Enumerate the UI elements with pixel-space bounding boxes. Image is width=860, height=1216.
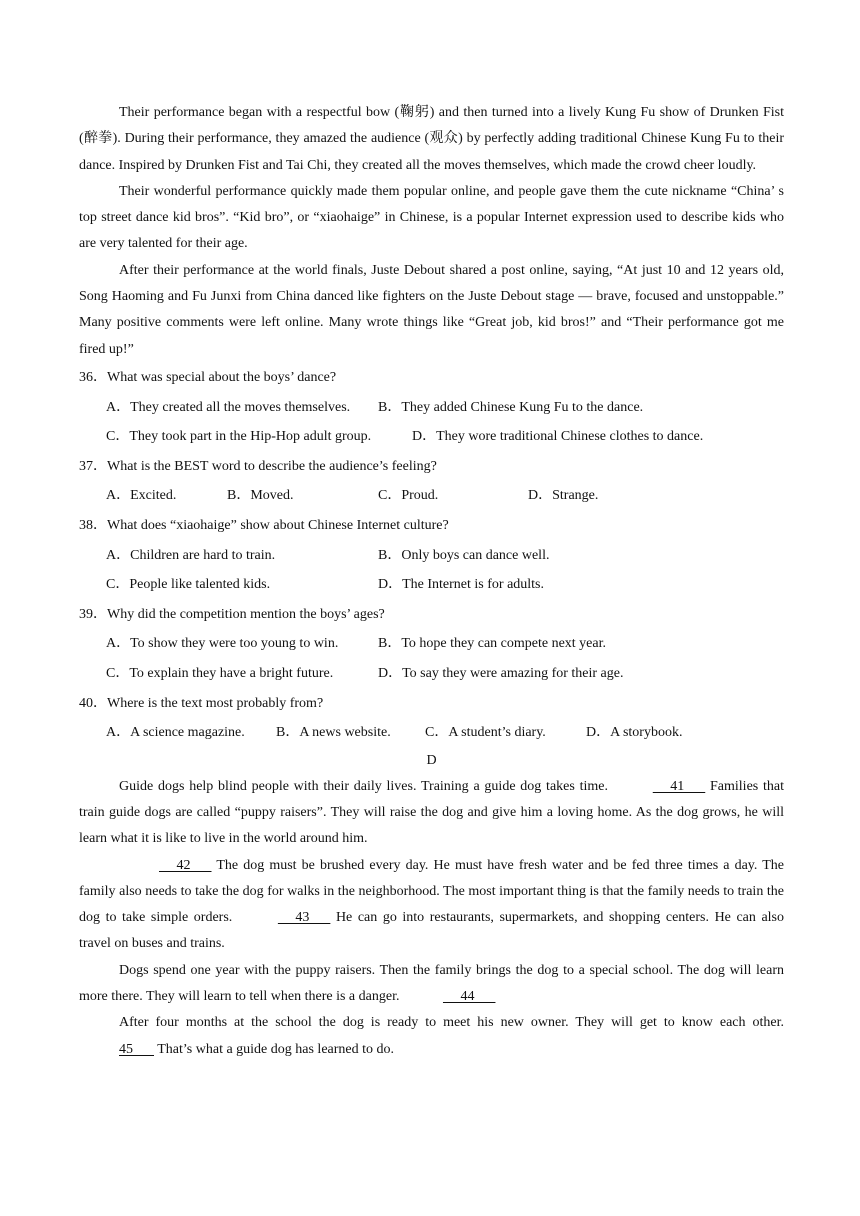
options-row [79,629,784,659]
option-c: C．To explain they have a bright future. [106,665,334,681]
blank-41: 41 [652,778,706,794]
paragraph-text: The dog must be brushed every day. He must have fresh water and be fed three times a day. The family also needs to take the dog for walks in the neighborhood. The most important thing is that the family needs to train the dog to take simple orders. [79,857,784,926]
options-row [79,541,784,571]
option-c: C．A student’s diary. [425,725,546,741]
passage-c-paragraph-2: Their wonderful performance quickly made them popular online, and people gave them the cute nickname “China’ s top street dance kid bros”. “Kid bro”, or “xiaohaige” in Chinese, is a popular Internet expression used to describe kids who are very talented for their age. [79,183,784,252]
passage-d-paragraph-3 [79,958,784,1011]
option-b: B．Only boys can dance well. [378,547,550,563]
option-d: D．Strange. [528,488,599,504]
paragraph-text: He can go into restaurants, supermarkets, and shopping centers. He can also travel on buses and trains. [79,910,785,952]
option-a: A．To show they were too young to win. [106,636,339,652]
passage-c-paragraph-3: After their performance at the world finals, Juste Debout shared a post online, saying, “At just 10 and 12 years old, Song Haoming and Fu Junxi from China danced like fighters on the Juste Debout stage — brave, focused and unstoppable.” Many positive comments were left online. Many wrote things like “Great job, kid bros!” and “Their performance got me fired up!” [79,262,784,357]
options-row [79,570,784,600]
option-a: A．Children are hard to train. [106,547,276,563]
options-row [79,718,784,748]
option-d: D．A storybook. [586,725,683,741]
question-stem: 36．What was special about the boys’ dance? [79,369,337,385]
passage-d-paragraph-4 [79,1010,784,1063]
option-d: D．To say they were amazing for their age. [378,665,624,681]
options-row [79,422,784,452]
paragraph-text: Dogs spend one year with the puppy raisers. Then the family brings the dog to a special school. The dog will learn more there. They will learn to tell when there is a danger. [79,962,784,1005]
section-letter: D [426,752,437,768]
paragraph-text: Guide dogs help blind people with their daily lives. Training a guide dog takes time. [119,778,608,794]
option-a: A．A science magazine. [106,725,245,741]
question-37 [79,452,784,511]
passage-d-paragraph-1 [79,774,784,853]
question-stem: 37．What is the BEST word to describe the audience’s feeling? [79,458,437,474]
options-row [79,481,784,511]
option-b: B．Moved. [227,488,294,504]
option-a: A．Excited. [106,488,177,504]
option-b: B．To hope they can compete next year. [378,636,606,652]
blank-45: 45 [119,1041,154,1057]
paragraph-text: Families that train guide dogs are called “puppy raisers”. They will raise the dog and give him a loving home. As the dog grows, he will learn what it is like to live in the world around him. [79,778,784,847]
paragraph-text: That’s what a guide dog has learned to do. [154,1041,395,1057]
blank-44: 44 [442,989,496,1005]
options-row [79,393,784,423]
option-d: D．The Internet is for adults. [378,577,545,593]
question-stem: 39．Why did the competition mention the boys’ ages? [79,606,385,622]
option-d: D．They wore traditional Chinese clothes to dance. [412,429,704,445]
question-stem: 40．Where is the text most probably from? [79,695,324,711]
question-40 [79,689,784,748]
question-38 [79,511,784,600]
option-c: C．People like talented kids. [106,577,271,593]
paragraph-text: After four months at the school the dog is ready to meet his new owner. They will get to know each other. [119,1015,784,1031]
question-36 [79,363,784,452]
option-c: C．Proud. [378,488,439,504]
passage-c-paragraph-1: Their performance began with a respectful bow (鞠躬) and then turned into a lively Kung Fu show of Drunken Fist (醉拳). During their performance, they amazed the audience (观众) by perfectly adding traditional Chinese Kung Fu to their dance. Inspired by Drunken Fist and Tai Chi, they created all the moves themselves, which made the crowd cheer loudly. [79,105,784,173]
options-row [79,659,784,689]
blank-43: 43 [277,910,331,926]
question-39 [79,600,784,689]
blank-42: 42 [159,857,212,873]
question-stem: 38．What does “xiaohaige” show about Chinese Internet culture? [79,517,449,533]
passage-d-paragraph-2 [79,853,784,958]
option-b: B．A news website. [276,725,391,741]
option-a: A．They created all the moves themselves. [106,399,351,415]
option-c: C．They took part in the Hip-Hop adult group. [106,429,372,445]
option-b: B．They added Chinese Kung Fu to the dance. [378,399,644,415]
